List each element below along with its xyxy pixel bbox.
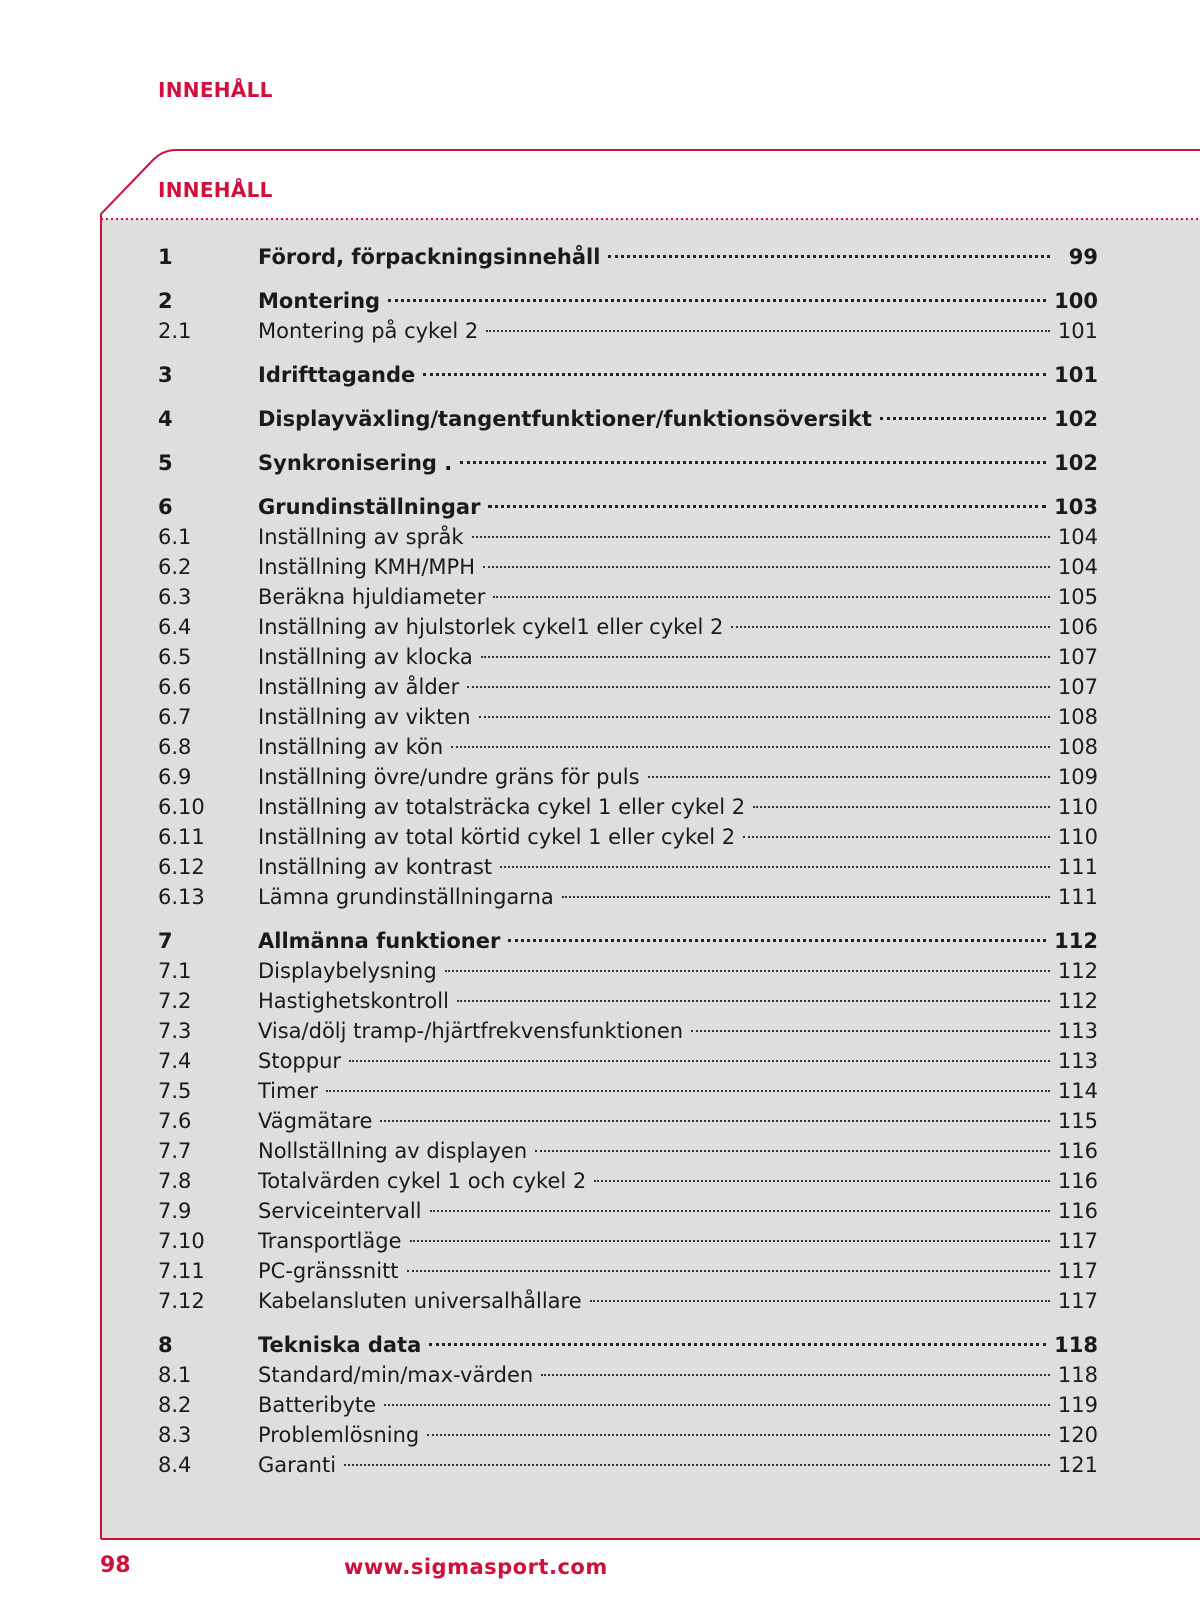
- toc-chapter-row[interactable]: [158, 492, 1098, 522]
- toc-entry-title: Garanti: [258, 1453, 337, 1477]
- toc-entry-page: 104: [1057, 525, 1098, 549]
- toc-entry-number: 7.3: [158, 1019, 192, 1043]
- toc-entry-title: Hastighetskontroll: [258, 989, 449, 1013]
- toc-entry-page: 118: [1057, 1363, 1098, 1387]
- toc-section-row[interactable]: [158, 552, 1098, 582]
- toc-dot-leader: [594, 1180, 1050, 1182]
- toc-section-row[interactable]: [158, 1226, 1098, 1256]
- toc-dot-leader: [445, 970, 1050, 972]
- toc-entry-title: Standard/min/max-värden: [258, 1363, 534, 1387]
- toc-entry-page: 101: [1054, 363, 1098, 387]
- toc-dot-leader: [460, 461, 1046, 464]
- toc-entry-number: 7.11: [158, 1259, 205, 1283]
- toc-entry-number: 7: [158, 929, 173, 953]
- toc-dot-leader: [423, 373, 1046, 376]
- toc-entry-number: 6.8: [158, 735, 192, 759]
- toc-section-row[interactable]: [158, 1106, 1098, 1136]
- toc-entry-number: 6.5: [158, 645, 192, 669]
- toc-entry-title: Lämna grundinställningarna: [258, 885, 554, 909]
- toc-entry-title: Transportläge: [258, 1229, 402, 1253]
- toc-entry-number: 7.9: [158, 1199, 192, 1223]
- toc-entry-number: 6.4: [158, 615, 192, 639]
- toc-entry-title: Allmänna funktioner: [258, 929, 501, 953]
- toc-entry-number: 4: [158, 407, 173, 431]
- toc-dot-leader: [326, 1090, 1050, 1092]
- toc-dot-leader: [648, 776, 1050, 778]
- toc-section-row[interactable]: [158, 986, 1098, 1016]
- toc-section-row[interactable]: [158, 1286, 1098, 1316]
- toc-section-row[interactable]: [158, 822, 1098, 852]
- toc-dot-leader: [562, 896, 1050, 898]
- toc-entry-page: 106: [1057, 615, 1098, 639]
- toc-entry-title: Totalvärden cykel 1 och cykel 2: [258, 1169, 587, 1193]
- toc-dot-leader: [488, 505, 1046, 508]
- toc-entry-page: 102: [1054, 407, 1098, 431]
- toc-entry-number: 2.1: [158, 319, 192, 343]
- toc-chapter-row[interactable]: [158, 926, 1098, 956]
- toc-entry-title: Inställning övre/undre gräns för puls: [258, 765, 640, 789]
- toc-entry-title: Inställning av total körtid cykel 1 eller cykel 2: [258, 825, 736, 849]
- toc-entry-page: 113: [1057, 1019, 1098, 1043]
- toc-dot-leader: [429, 1343, 1046, 1346]
- toc-entry-page: 102: [1054, 451, 1098, 475]
- toc-dot-leader: [388, 299, 1046, 302]
- toc-entry-page: 100: [1054, 289, 1098, 313]
- toc-dot-leader: [483, 566, 1050, 568]
- toc-entry-number: 7.1: [158, 959, 192, 983]
- toc-section-row[interactable]: [158, 702, 1098, 732]
- toc-entry-page: 113: [1057, 1049, 1098, 1073]
- toc-chapter-row[interactable]: [158, 360, 1098, 390]
- toc-entry-title: Montering på cykel 2: [258, 319, 479, 343]
- toc-dot-leader: [349, 1060, 1050, 1062]
- toc-chapter-row[interactable]: [158, 404, 1098, 434]
- toc-entry-title: Batteribyte: [258, 1393, 377, 1417]
- toc-entry-number: 6.11: [158, 825, 205, 849]
- toc-entry-page: 109: [1057, 765, 1098, 789]
- toc-section-row[interactable]: [158, 1360, 1098, 1390]
- toc-dot-leader: [743, 836, 1050, 838]
- toc-entry-title: Inställning av totalsträcka cykel 1 eller cykel 2: [258, 795, 746, 819]
- toc-entry-title: Problemlösning: [258, 1423, 420, 1447]
- toc-dot-leader: [344, 1464, 1050, 1466]
- toc-entry-page: 117: [1057, 1289, 1098, 1313]
- toc-entry-page: 103: [1054, 495, 1098, 519]
- toc-dot-leader: [384, 1404, 1050, 1406]
- toc-entry-number: 7.7: [158, 1139, 192, 1163]
- toc-entry-number: 7.10: [158, 1229, 205, 1253]
- footer-page-number: 98: [100, 1553, 131, 1578]
- toc-entry-page: 116: [1057, 1169, 1098, 1193]
- toc-entry-page: 119: [1057, 1393, 1098, 1417]
- toc-chapter-row[interactable]: [158, 242, 1098, 272]
- toc-entry-title: Grundinställningar: [258, 495, 481, 519]
- toc-dot-leader: [753, 806, 1050, 808]
- toc-entry-number: 6.3: [158, 585, 192, 609]
- toc-section-row[interactable]: [158, 642, 1098, 672]
- toc-dot-leader: [541, 1374, 1050, 1376]
- toc-entry-title: PC-gränssnitt: [258, 1259, 399, 1283]
- toc-dot-leader: [410, 1240, 1050, 1242]
- toc-section-row[interactable]: [158, 1076, 1098, 1106]
- toc-section-row[interactable]: [158, 1256, 1098, 1286]
- toc-entry-number: 6.13: [158, 885, 205, 909]
- toc-dot-leader: [500, 866, 1050, 868]
- toc-section-row[interactable]: [158, 1016, 1098, 1046]
- toc-dot-leader: [535, 1150, 1050, 1152]
- toc-entry-title: Montering: [258, 289, 381, 313]
- toc-entry-page: 116: [1057, 1199, 1098, 1223]
- toc-section-row[interactable]: [158, 672, 1098, 702]
- toc-section-row[interactable]: [158, 316, 1098, 346]
- toc-entry-title: Beräkna hjuldiameter: [258, 585, 486, 609]
- toc-entry-page: 105: [1057, 585, 1098, 609]
- toc-entry-number: 7.6: [158, 1109, 192, 1133]
- toc-dot-leader: [880, 417, 1046, 420]
- toc-entry-number: 7.5: [158, 1079, 192, 1103]
- toc-dot-leader: [493, 596, 1050, 598]
- toc-entry-number: 6.12: [158, 855, 205, 879]
- toc-dot-leader: [427, 1434, 1050, 1436]
- toc-entry-page: 117: [1057, 1259, 1098, 1283]
- toc-entry-page: 111: [1057, 855, 1098, 879]
- toc-section-row[interactable]: [158, 1196, 1098, 1226]
- toc-entry-title: Tekniska data: [258, 1333, 422, 1357]
- toc-entry-title: Stoppur: [258, 1049, 342, 1073]
- toc-entry-page: 117: [1057, 1229, 1098, 1253]
- toc-section-row[interactable]: [158, 882, 1098, 912]
- toc-entry-title: Inställning av hjulstorlek cykel1 eller cykel 2: [258, 615, 724, 639]
- toc-entry-page: 121: [1057, 1453, 1098, 1477]
- toc-entry-title: Vägmätare: [258, 1109, 373, 1133]
- toc-entry-page: 108: [1057, 705, 1098, 729]
- toc-entry-number: 7.8: [158, 1169, 192, 1193]
- toc-entry-number: 3: [158, 363, 173, 387]
- toc-entry-title: Displayväxling/tangentfunktioner/funktionsöversikt: [258, 407, 872, 431]
- toc-entry-number: 6.10: [158, 795, 205, 819]
- toc-entry-number: 8: [158, 1333, 173, 1357]
- toc-dot-leader: [691, 1030, 1050, 1032]
- toc-dot-leader: [486, 330, 1050, 332]
- toc-entry-title: Visa/dölj tramp-/hjärtfrekvensfunktionen: [258, 1019, 684, 1043]
- toc-entry-number: 8.2: [158, 1393, 192, 1417]
- toc-section-row[interactable]: [158, 612, 1098, 642]
- toc-section-row[interactable]: [158, 1046, 1098, 1076]
- toc-section-row[interactable]: [158, 582, 1098, 612]
- toc-entry-title: Inställning av kontrast: [258, 855, 493, 879]
- toc-dot-leader: [731, 626, 1050, 628]
- toc-entry-page: 112: [1057, 959, 1098, 983]
- toc-heading: INNEHÅLL: [158, 178, 273, 202]
- toc-entry-page: 114: [1057, 1079, 1098, 1103]
- toc-section-row[interactable]: [158, 732, 1098, 762]
- toc-dot-leader: [479, 716, 1050, 718]
- toc-dot-leader: [407, 1270, 1050, 1272]
- toc-entry-title: Timer: [258, 1079, 319, 1103]
- toc-section-row[interactable]: [158, 852, 1098, 882]
- toc-dot-leader: [451, 746, 1050, 748]
- table-of-contents: [158, 242, 1098, 1480]
- toc-entry-number: 6.7: [158, 705, 192, 729]
- toc-entry-number: 6.9: [158, 765, 192, 789]
- toc-dot-leader: [590, 1300, 1050, 1302]
- toc-entry-number: 6.6: [158, 675, 192, 699]
- toc-entry-page: 115: [1057, 1109, 1098, 1133]
- toc-entry-number: 8.1: [158, 1363, 192, 1387]
- toc-dot-leader: [430, 1210, 1050, 1212]
- toc-entry-title: Inställning av kön: [258, 735, 444, 759]
- toc-entry-number: 5: [158, 451, 173, 475]
- toc-entry-title: Nollställning av displayen: [258, 1139, 528, 1163]
- toc-entry-number: 2: [158, 289, 173, 313]
- toc-section-row[interactable]: [158, 1450, 1098, 1480]
- toc-dot-leader: [481, 656, 1050, 658]
- toc-entry-page: 110: [1057, 795, 1098, 819]
- toc-entry-page: 112: [1054, 929, 1098, 953]
- toc-entry-title: Kabelansluten universalhållare: [258, 1289, 582, 1313]
- toc-dot-leader: [472, 536, 1050, 538]
- toc-section-row[interactable]: [158, 956, 1098, 986]
- toc-entry-number: 8.4: [158, 1453, 192, 1477]
- toc-entry-title: Synkronisering .: [258, 451, 453, 475]
- footer-website-link[interactable]: www.sigmasport.com: [344, 1555, 608, 1579]
- page-header-title: INNEHÅLL: [158, 78, 273, 102]
- toc-entry-page: 104: [1057, 555, 1098, 579]
- toc-chapter-row[interactable]: [158, 1330, 1098, 1360]
- toc-entry-title: Serviceintervall: [258, 1199, 422, 1223]
- toc-entry-page: 107: [1057, 645, 1098, 669]
- toc-entry-page: 111: [1057, 885, 1098, 909]
- toc-entry-title: Displaybelysning: [258, 959, 437, 983]
- toc-section-row[interactable]: [158, 1136, 1098, 1166]
- toc-entry-page: 101: [1057, 319, 1098, 343]
- toc-dot-leader: [457, 1000, 1050, 1002]
- toc-entry-number: 7.4: [158, 1049, 192, 1073]
- toc-section-row[interactable]: [158, 1166, 1098, 1196]
- toc-dot-leader: [467, 686, 1050, 688]
- toc-entry-title: Inställning av vikten: [258, 705, 471, 729]
- toc-dot-leader: [380, 1120, 1049, 1122]
- toc-section-row[interactable]: [158, 522, 1098, 552]
- toc-entry-page: 112: [1057, 989, 1098, 1013]
- toc-entry-number: 7.12: [158, 1289, 205, 1313]
- toc-entry-number: 6.2: [158, 555, 192, 579]
- toc-chapter-row[interactable]: [158, 448, 1098, 478]
- toc-entry-page: 99: [1068, 245, 1098, 269]
- toc-chapter-row[interactable]: [158, 286, 1098, 316]
- toc-entry-number: 1: [158, 245, 173, 269]
- toc-dot-leader: [608, 255, 1050, 258]
- toc-dot-leader: [508, 939, 1046, 942]
- toc-entry-title: Inställning av ålder: [258, 675, 460, 699]
- toc-entry-page: 110: [1057, 825, 1098, 849]
- toc-entry-title: Förord, förpackningsinnehåll: [258, 245, 601, 269]
- toc-entry-number: 6.1: [158, 525, 192, 549]
- toc-entry-title: Inställning av språk: [258, 525, 464, 549]
- toc-entry-number: 8.3: [158, 1423, 192, 1447]
- toc-section-row[interactable]: [158, 1390, 1098, 1420]
- toc-section-row[interactable]: [158, 762, 1098, 792]
- toc-entry-page: 108: [1057, 735, 1098, 759]
- toc-section-row[interactable]: [158, 1420, 1098, 1450]
- toc-entry-page: 116: [1057, 1139, 1098, 1163]
- toc-entry-title: Inställning KMH/MPH: [258, 555, 476, 579]
- toc-entry-title: Inställning av klocka: [258, 645, 473, 669]
- toc-entry-title: Idrifttagande: [258, 363, 416, 387]
- toc-entry-page: 120: [1057, 1423, 1098, 1447]
- toc-entry-number: 6: [158, 495, 173, 519]
- toc-entry-number: 7.2: [158, 989, 192, 1013]
- toc-section-row[interactable]: [158, 792, 1098, 822]
- toc-entry-page: 118: [1054, 1333, 1098, 1357]
- toc-entry-page: 107: [1057, 675, 1098, 699]
